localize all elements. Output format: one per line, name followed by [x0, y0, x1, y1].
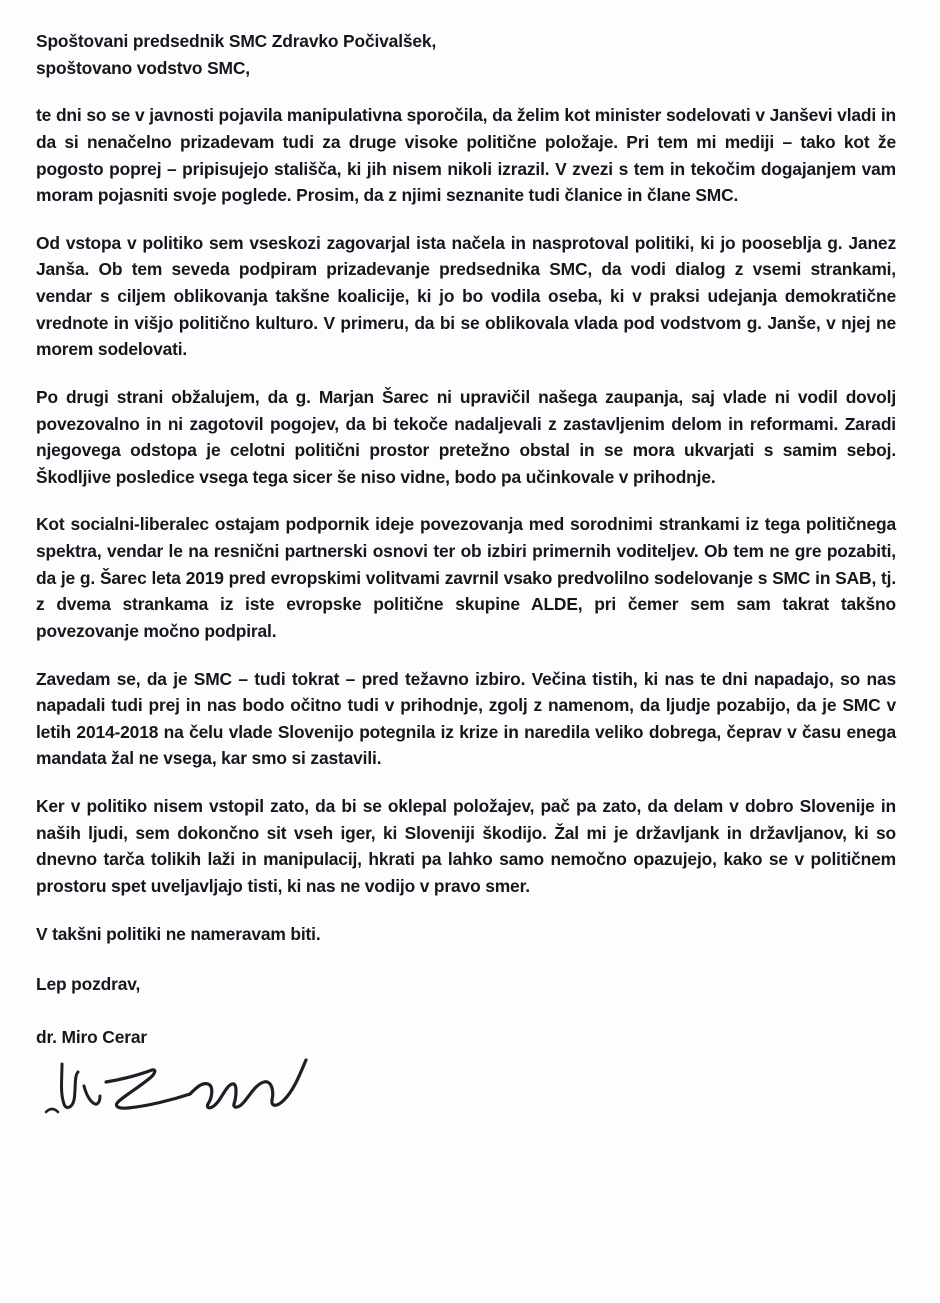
paragraph-1: te dni so se v javnosti pojavila manipulativna sporočila, da želim kot minister sodelovati v Janševi vladi in da si nenačelno prizadevam tudi za druge visoke politične položaje. Pri tem mi mediji – tako kot že pogosto poprej – pripisujejo stališča, ki jih nisem nikoli izrazil. V zvezi s tem in tekočim dogajanjem vam moram pojasniti svoje poglede. Prosim, da z njimi seznanite tudi članice in člane SMC. — [36, 105, 896, 206]
paragraph-4: Kot socialni-liberalec ostajam podpornik ideje povezovanja med sorodnimi strankami iz tega političnega spektra, vendar le na resnični partnerski osnovi ter ob izbiri primernih voditeljev. Ob tem ne gre pozabiti, da je g. Šarec leta 2019 pred evropskimi volitvami zavrnil vsako predvolilno sodelovanje s SMC in SAB, tj. z dvema strankama iz iste evropske politične skupine ALDE, pri čemer sem sam takrat takšno povezovanje močno podpiral. — [36, 514, 896, 641]
handwritten-signature — [36, 1046, 896, 1132]
closing-greeting: Lep pozdrav, — [36, 974, 141, 995]
paragraph-6: Ker v politiko nisem vstopil zato, da bi se oklepal položajev, pač pa zato, da delam v dobro Slovenije in naših ljudi, sem dokončno sit vseh iger, ki Sloveniji škodijo. Žal mi je državljank in državljanov, ki so dnevno tarča tolikih laži in manipulacij, hkrati pa lahko samo nemočno opazujejo, kako se v političnem prostoru spet uveljavljajo tisti, ki nas ne vodijo v pravo smer. — [36, 796, 896, 896]
paragraph-3: Po drugi strani obžalujem, da g. Marjan Šarec ni upravičil našega zaupanja, saj vlade ni vodil dovolj povezovalno in ni zagotovil pogojev, da bi tekoče nadaljevali z zastavljenim delom in reformami. Zaradi njegovega odstopa je celotni politični prostor pretežno obstal in se mora ukvarjati s samim seboj. Škodljive posledice vsega tega sicer še niso vidne, bodo pa učinkovale v prihodnje. — [36, 386, 896, 487]
closing-statement: V takšni politiki ne nameravam biti. — [36, 923, 321, 944]
paragraph-2: Od vstopa v politiko sem vseskozi zagovarjal ista načela in nasprotoval politiki, ki jo poosebljа g. Janez Janša. Ob tem seveda podpiram prizadevanje predsednika SMC, da vodi dialog z vsemi strankami, vendar s ciljem oblikovanja takšne koalicije, ki jo bo vodila oseba, ki v praksi udejanja demokratične vrednote in višjo politično kulturo. V primeru, da bi se oblikovala vlada pod vodstvom g. Janše, v njej ne morem sodelovati. — [36, 232, 896, 360]
letter-body — [36, 28, 896, 1132]
paragraph-5: Zavedam se, da je SMC – tudi tokrat – pred težavno izbiro. Večina tistih, ki nas te dni napadajo, so nas napadali tudi prej in nas bodo očitno tudi v prihodnje, zgolj z namenom, da ljudje pozabijo, da je SMC v letih 2014-2018 na čelu vlade Slovenijo potegnila iz krize in naredila veliko dobrega, čeprav v času enega mandata žal ne vsega, kar smo si zastavili. — [36, 668, 896, 769]
salutation-line-1: Spoštovani predsednik SMC Zdravko Počivalšek, — [36, 31, 437, 51]
salutation-line-2: spoštovano vodstvo SMC, — [36, 57, 250, 78]
salutation — [36, 28, 896, 81]
signer-name: dr. Miro Cerar — [36, 1026, 147, 1047]
